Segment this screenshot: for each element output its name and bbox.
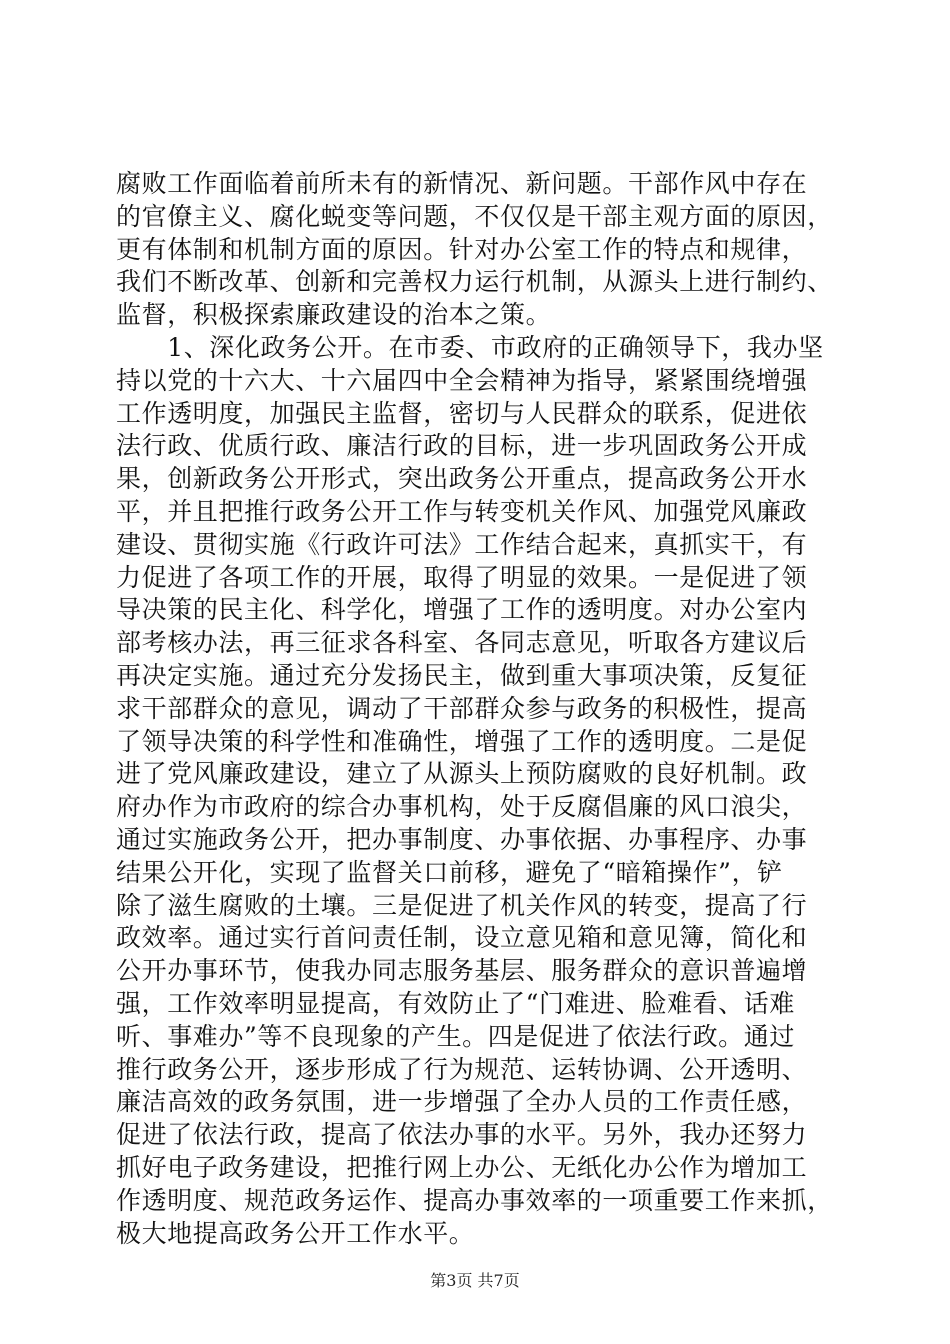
text-line: 廉洁高效的政务氛围，进一步增强了全办人员的工作责任感，: [116, 1087, 808, 1117]
text-line: 持以党的十六大、十六届四中全会精神为指导，紧紧围绕增强: [116, 365, 808, 395]
text-line: 公开办事环节，使我办同志服务基层、服务群众的意识普遍增: [116, 956, 808, 986]
text-line: 结果公开化，实现了监督关口前移，避免了“暗箱操作”，铲: [116, 857, 783, 887]
text-line: 促进了依法行政，提高了依法办事的水平。另外，我办还努力: [116, 1120, 808, 1150]
text-line: 强，工作效率明显提高，有效防止了“门难进、脸难看、话难: [116, 988, 795, 1018]
body-text: [116, 168, 836, 1250]
text-line: 部考核办法，再三征求各科室、各同志意见，听取各方建议后: [116, 628, 808, 658]
text-line: 求干部群众的意见，调动了干部群众参与政务的积极性，提高: [116, 693, 808, 723]
text-line: 抓好电子政务建设，把推行网上办公、无纸化办公作为增加工: [116, 1152, 808, 1182]
text-line: 再决定实施。通过充分发扬民主，做到重大事项决策，反复征: [116, 660, 808, 690]
text-line: 进了党风廉政建设，建立了从源头上预防腐败的良好机制。政: [116, 759, 808, 789]
text-line: 1、深化政务公开。在市委、市政府的正确领导下，我办坚: [116, 332, 824, 362]
text-line: 了领导决策的科学性和准确性，增强了工作的透明度。二是促: [116, 726, 808, 756]
page-footer: 第3页 共7页: [430, 1271, 520, 1290]
text-line: 法行政、优质行政、廉洁行政的目标，进一步巩固政务公开成: [116, 431, 808, 461]
text-line: 更有体制和机制方面的原因。针对办公室工作的特点和规律，: [116, 234, 808, 264]
text-line: 作透明度、规范政务运作、提高办事效率的一项重要工作来抓，: [116, 1185, 833, 1215]
text-line: 推行政务公开，逐步形成了行为规范、运转协调、公开透明、: [116, 1054, 808, 1084]
text-line: 监督，积极探索廉政建设的治本之策。: [116, 300, 552, 330]
text-line: 力促进了各项工作的开展，取得了明显的效果。一是促进了领: [116, 562, 808, 592]
text-line: 果，创新政务公开形式，突出政务公开重点，提高政务公开水: [116, 464, 808, 494]
text-line: 建设、贯彻实施《行政许可法》工作结合起来，真抓实干，有: [116, 529, 808, 559]
text-line: 导决策的民主化、科学化，增强了工作的透明度。对办公室内: [116, 595, 808, 625]
text-line: 除了滋生腐败的土壤。三是促进了机关作风的转变，提高了行: [116, 890, 808, 920]
text-line: 腐败工作面临着前所未有的新情况、新问题。干部作风中存在: [116, 169, 808, 198]
text-line: 听、事难办”等不良现象的产生。四是促进了依法行政。通过: [116, 1021, 795, 1051]
text-line: 平，并且把推行政务公开工作与转变机关作风、加强党风廉政: [116, 496, 808, 526]
text-line: 通过实施政务公开，把办事制度、办事依据、办事程序、办事: [116, 824, 808, 854]
text-line: 我们不断改革、创新和完善权力运行机制，从源头上进行制约、: [116, 267, 833, 297]
text-line: 府办作为市政府的综合办事机构，处于反腐倡廉的风口浪尖，: [116, 792, 808, 822]
text-line: 极大地提高政务公开工作水平。: [116, 1218, 475, 1248]
text-line: 工作透明度，加强民主监督，密切与人民群众的联系，促进依: [116, 398, 808, 428]
text-line: 的官僚主义、腐化蜕变等问题，不仅仅是干部主观方面的原因，: [116, 201, 833, 231]
text-line: 政效率。通过实行首问责任制，设立意见箱和意见簿，简化和: [116, 923, 808, 953]
